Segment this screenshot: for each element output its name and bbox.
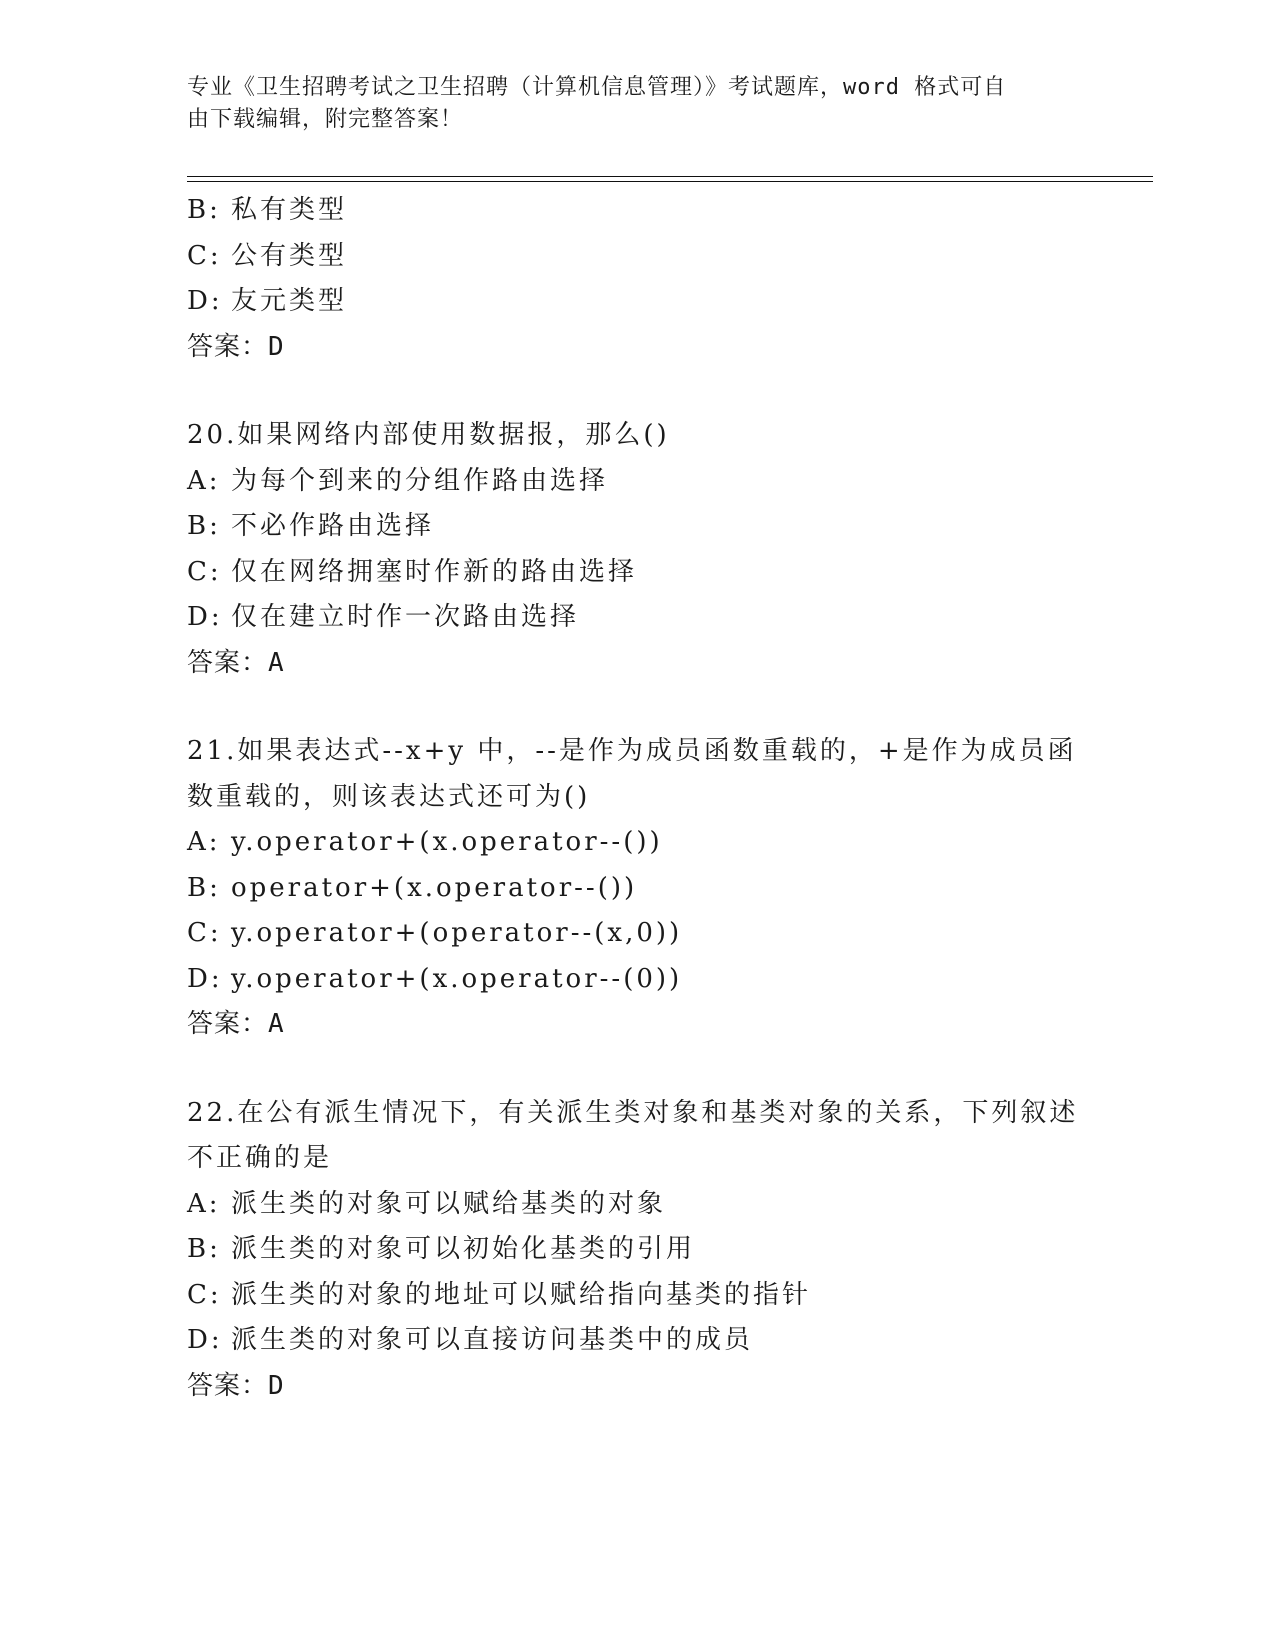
- option-text: operator+(x.operator--()): [231, 872, 638, 903]
- option-text: 友元类型: [231, 286, 348, 316]
- header-rule-top: [187, 176, 1153, 177]
- option-a: [187, 1182, 1087, 1228]
- option-c: [187, 1273, 1087, 1319]
- question-text: 20.如果网络内部使用数据报，那么(): [187, 420, 670, 450]
- option-b: [187, 1227, 1087, 1273]
- option-d: [187, 595, 1087, 641]
- option-a: [187, 820, 1087, 866]
- option-label: B:: [187, 872, 221, 903]
- answer: 答案：A: [187, 1009, 285, 1039]
- option-d: [187, 957, 1087, 1003]
- option-label: B:: [187, 1234, 221, 1264]
- option-label: C:: [187, 1279, 222, 1310]
- option-c: [187, 911, 1087, 957]
- option-text: 派生类的对象可以直接访问基类中的成员: [231, 1325, 754, 1355]
- option-text: y.operator+(operator--(x,0)): [231, 918, 683, 948]
- option-label: A:: [187, 1188, 221, 1219]
- option-label: A:: [187, 827, 221, 857]
- option-label: C:: [187, 556, 222, 587]
- spacer: [187, 1048, 1087, 1091]
- option-label: B:: [187, 195, 221, 225]
- question-21: [187, 729, 1087, 1048]
- option-c: [187, 550, 1087, 596]
- option-text: 仅在建立时作一次路由选择: [231, 602, 580, 632]
- document-header: [187, 72, 1067, 136]
- option-text: 为每个到来的分组作路由选择: [231, 465, 609, 496]
- header-line-1: 专业《卫生招聘考试之卫生招聘（计算机信息管理）》考试题库，word 格式可自: [187, 75, 1007, 100]
- option-label: A:: [187, 465, 221, 496]
- option-text: 派生类的对象的地址可以赋给指向基类的指针: [231, 1279, 812, 1310]
- option-b: [187, 188, 1087, 234]
- option-label: B:: [187, 511, 221, 541]
- answer: 答案：A: [187, 647, 285, 678]
- option-label: D:: [187, 1325, 223, 1355]
- option-d: [187, 1318, 1087, 1364]
- spacer: [187, 370, 1087, 413]
- answer: 答案：D: [187, 331, 285, 362]
- option-text: y.operator+(x.operator--(0)): [231, 963, 683, 994]
- question-20: [187, 413, 1087, 686]
- option-text: 公有类型: [231, 240, 348, 271]
- option-label: D:: [187, 963, 223, 994]
- option-d: [187, 279, 1087, 325]
- question-22: [187, 1091, 1087, 1410]
- option-label: C:: [187, 240, 222, 271]
- question-text: 22.在公有派生情况下，有关派生类对象和基类对象的关系，下列叙述不正确的是: [187, 1097, 1079, 1173]
- option-b: [187, 866, 1087, 912]
- option-text: 派生类的对象可以赋给基类的对象: [231, 1188, 667, 1219]
- option-text: 私有类型: [231, 195, 348, 225]
- option-label: D:: [187, 602, 223, 632]
- option-text: 不必作路由选择: [231, 511, 435, 541]
- prev-question: [187, 188, 1087, 370]
- option-label: C:: [187, 918, 222, 948]
- option-b: [187, 504, 1087, 550]
- header-line-2: 由下载编辑，附完整答案！: [187, 107, 464, 132]
- spacer: [187, 686, 1087, 729]
- option-c: [187, 234, 1087, 280]
- option-text: y.operator+(x.operator--()): [231, 827, 663, 857]
- answer: 答案：D: [187, 1370, 285, 1401]
- option-a: [187, 459, 1087, 505]
- option-text: 仅在网络拥塞时作新的路由选择: [231, 556, 638, 587]
- question-list: [187, 188, 1087, 1409]
- option-label: D:: [187, 286, 223, 316]
- header-rule-bottom: [187, 181, 1153, 182]
- question-text: 21.如果表达式--x+y 中，--是作为成员函数重载的，+是作为成员函数重载的，则该表达式还可为(): [187, 736, 1077, 812]
- option-text: 派生类的对象可以初始化基类的引用: [231, 1234, 696, 1264]
